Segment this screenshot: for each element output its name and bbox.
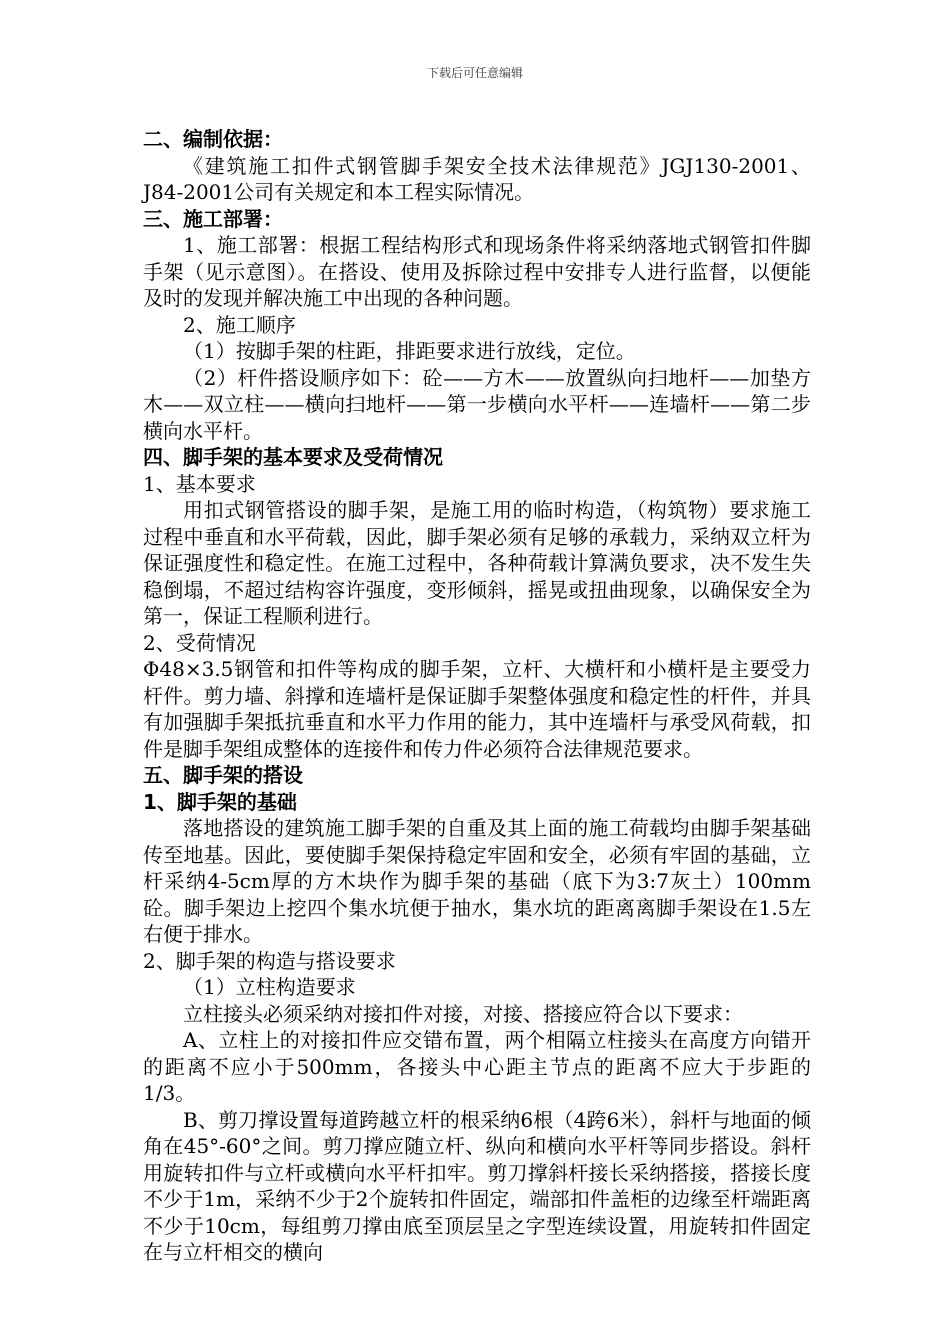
document-body bbox=[143, 126, 811, 1266]
paragraph: 1、基本要求 bbox=[143, 471, 256, 496]
paragraph: （1）按脚手架的柱距，排距要求进行放线，定位。 bbox=[183, 339, 636, 363]
paragraph: A、立柱上的对接扣件应交错布置，两个相隔立柱接头在高度方向错开的距离不应小于500mm，各接头中心距主节点的距离不应大于步距的1/3。 bbox=[143, 1028, 811, 1105]
heading-deployment: 三、施工部署： bbox=[143, 206, 283, 231]
paragraph: Φ48×3.5钢管和扣件等构成的脚手架，立杆、大横杆和小横杆是主要受力杆件。剪力墙、斜撑和连墙杆是保证脚手架整体强度和稳定性的杆件，并具有加强脚手架抵抗垂直和水平力作用的能力，其中连墙杆与承受风荷载，扣件是脚手架组成整体的连接件和传力件必须符合法律规范要求。 bbox=[143, 657, 811, 761]
paragraph: B、剪刀撑设置每道跨越立杆的根采纳6根（4跨6米），斜杆与地面的倾角在45°-60°之间。剪刀撑应随立杆、纵向和横向水平杆等同步搭设。斜杆用旋转扣件与立杆或横向水平杆扣牢。剪刀撑斜杆接长采纳搭接，搭接长度不少于1m，采纳不少于2个旋转扣件固定，端部扣件盖柜的边缘至杆端距离不少于10cm，每组剪刀撑由底至顶层呈之字型连续设置，用旋转扣件固定在与立杆相交的横向 bbox=[143, 1107, 811, 1264]
heading-erection: 五、脚手架的搭设 bbox=[143, 763, 303, 787]
paragraph: （1）立柱构造要求 bbox=[183, 975, 356, 999]
heading-foundation: 1、脚手架的基础 bbox=[143, 789, 297, 814]
paragraph: 落地搭设的建筑施工脚手架的自重及其上面的施工荷载均由脚手架基础传至地基。因此，要使脚手架保持稳定牢固和安全，必须有牢固的基础，立杆采纳4-5cm厚的方木块作为脚手架的基础（底下为3:7灰土）100mm砼。脚手架边上挖四个集水坑便于抽水，集水坑的距离离脚手架设在1.5左右便于排水。 bbox=[143, 816, 811, 946]
paragraph: 用扣式钢管搭设的脚手架，是施工用的临时构造，（构筑物）要求施工过程中垂直和水平荷载，因此，脚手架必须有足够的承载力，采纳双立杆为保证强度性和稳定性。在施工过程中，各种荷载计算满负要求，决不发生失稳倒塌，不超过结构容许强度，变形倾斜，摇晃或扭曲现象，以确保安全为第一，保证工程顺利进行。 bbox=[143, 498, 811, 628]
paragraph: 1、施工部署：根据工程结构形式和现场条件将采纳落地式钢管扣件脚手架（见示意图）。在搭设、使用及拆除过程中安排专人进行监督，以便能及时的发现并解决施工中出现的各种问题。 bbox=[143, 233, 811, 310]
paragraph: 立柱接头必须采纳对接扣件对接，对接、搭接应符合以下要求： bbox=[183, 1001, 743, 1026]
paragraph: 2、受荷情况 bbox=[143, 630, 256, 655]
paragraph: 《建筑施工扣件式钢管脚手架安全技术法律规范》JGJ130-2001、J84-2001公司有关规定和本工程实际情况。 bbox=[143, 153, 811, 204]
heading-requirements: 四、脚手架的基本要求及受荷情况 bbox=[143, 445, 443, 469]
page-header: 下载后可任意编辑 bbox=[426, 66, 523, 80]
paragraph: （2）杆件搭设顺序如下：砼——方木——放置纵向扫地杆——加垫方木——双立柱——横向扫地杆——第一步横向水平杆——连墙杆——第二步横向水平杆。 bbox=[143, 365, 811, 443]
heading-basis: 二、编制依据： bbox=[143, 127, 283, 151]
paragraph: 2、脚手架的构造与搭设要求 bbox=[143, 948, 396, 973]
paragraph: 2、施工顺序 bbox=[183, 312, 296, 337]
